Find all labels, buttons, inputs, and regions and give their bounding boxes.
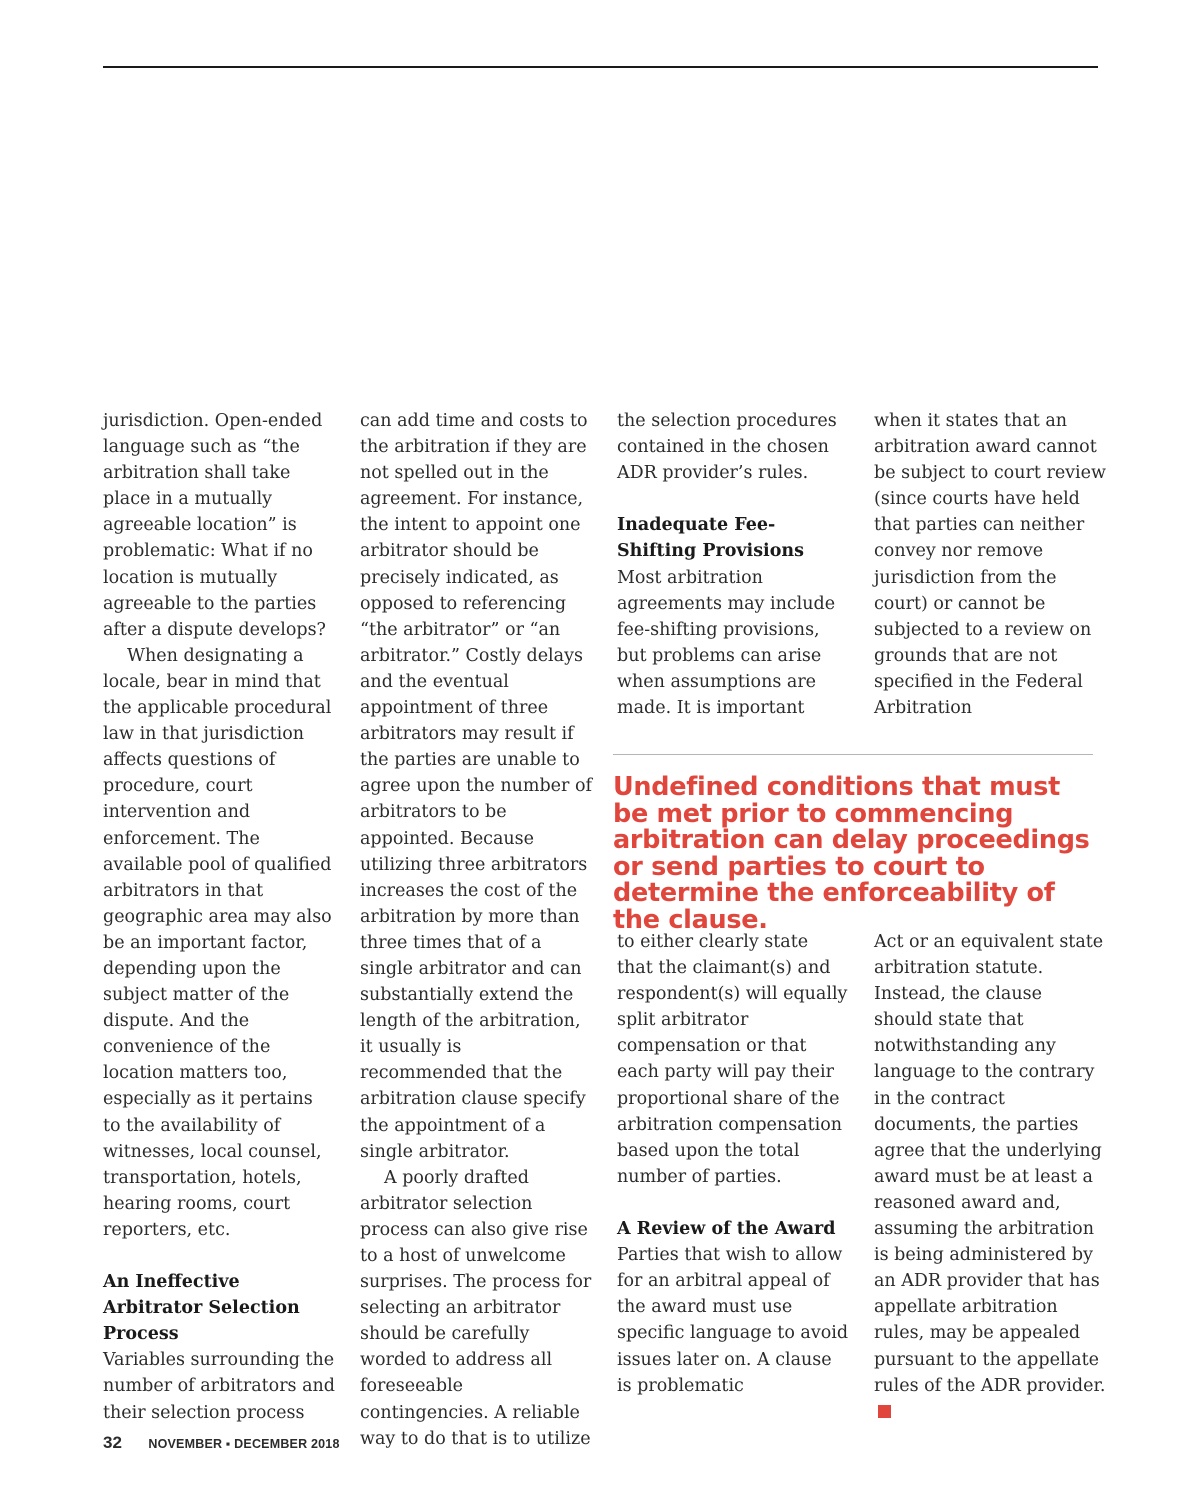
body-paragraph: Most arbitration agreements may include fee-shifting provisions, but problems can arise when assumptions are made. It is important — [617, 567, 836, 719]
body-paragraph: Parties that wish to allow for an arbitral appeal of the award must use specific language to avoid issues later on. A clause is problematic — [617, 1245, 849, 1396]
body-paragraph: A poorly drafted arbitrator selection process can also give rise to a host of unwelcome surprises. The process for selecting an arbitrator should be carefully worded to address all foreseeable contingencies. A reliable way to do that is to utilize — [360, 1167, 592, 1449]
body-text: Act or an equivalent state arbitration statute. Instead, the clause should state that notwithstanding any language to the contrary in the contract documents, the parties agree that the underlying award must be at least a reasoned award and, assuming the arbitration is being administered by an ADR provider that has appellate arbitration rules, may be appealed pursuant to the appellate rules of the ADR provider. — [874, 932, 1106, 1396]
body-paragraph — [874, 929, 1106, 1425]
body-paragraph: jurisdiction. Open-ended language such as “the arbitration shall take place in a mutually agreeable location” is problematic: What if no location is mutually agreeable to the parties after a dispute develops? — [103, 411, 326, 640]
body-paragraph: to either clearly state that the claimant(s) and respondent(s) will equally split arbitrator compensation or that each party will pay their proportional share of the arbitration compensation based upon the total number of parties. — [617, 932, 848, 1187]
pull-quote: Undefined conditions that must be met prior to commencing arbitration can delay proceedings or send parties to court to determine the enforceability of the clause. — [613, 772, 1090, 935]
column-4-bottom — [874, 929, 1106, 1425]
section-heading: Inadequate Fee-Shifting Provisions — [617, 515, 804, 562]
page-footer — [103, 1433, 340, 1453]
body-paragraph: When designating a locale, bear in mind that the applicable procedural law in that jurisdiction affects questions of procedure, court intervention and enforcement. The available pool of qualified arbitrators in that geographic area may also be an important factor, depending upon the subject matter of the dispute. And the convenience of the location matters too, especially as it pertains to the availability of witnesses, local counsel, transportation, hotels, hearing rooms, court reporters, etc. — [103, 645, 332, 1240]
top-rule — [103, 66, 1098, 68]
column-1 — [103, 408, 335, 1426]
body-paragraph: can add time and costs to the arbitration if they are not spelled out in the agreement. For instance, the intent to appoint one arbitrator should be precisely indicated, as opposed to referencing “the arbitrator” or “an arbitrator.” Costly delays and the eventual appointment of three arbitrators may result if the parties are unable to agree upon the number of arbitrators to be appointed. Because utilizing three arbitrators increases the cost of the arbitration by more than three times that of a single arbitrator and can substantially extend the length of the arbitration, it usually is recommended that the arbitration clause specify the appointment of a single arbitrator. — [360, 411, 592, 1162]
end-mark-icon — [878, 1405, 891, 1418]
body-paragraph: the selection procedures contained in the chosen ADR provider’s rules. — [617, 411, 837, 484]
page-number: 32 — [103, 1433, 122, 1452]
column-3-bottom — [617, 929, 849, 1399]
body-paragraph: when it states that an arbitration award cannot be subject to court review (since courts have held that parties can neither convey nor remove jurisdiction from the court) or cannot be subjected to a review on grounds that are not specified in the Federal Arbitration — [874, 411, 1106, 719]
section-heading: A Review of the Award — [617, 1219, 836, 1240]
issue-date: NOVEMBER ▪ DECEMBER 2018 — [148, 1437, 340, 1451]
column-4-top — [874, 408, 1106, 721]
body-paragraph: Variables surrounding the number of arbitrators and their selection process — [103, 1350, 336, 1423]
section-heading: An Ineffective Arbitrator Selection Process — [103, 1272, 300, 1345]
pull-quote-rule — [613, 754, 1093, 755]
column-3-top — [617, 408, 849, 721]
column-2 — [360, 408, 592, 1452]
